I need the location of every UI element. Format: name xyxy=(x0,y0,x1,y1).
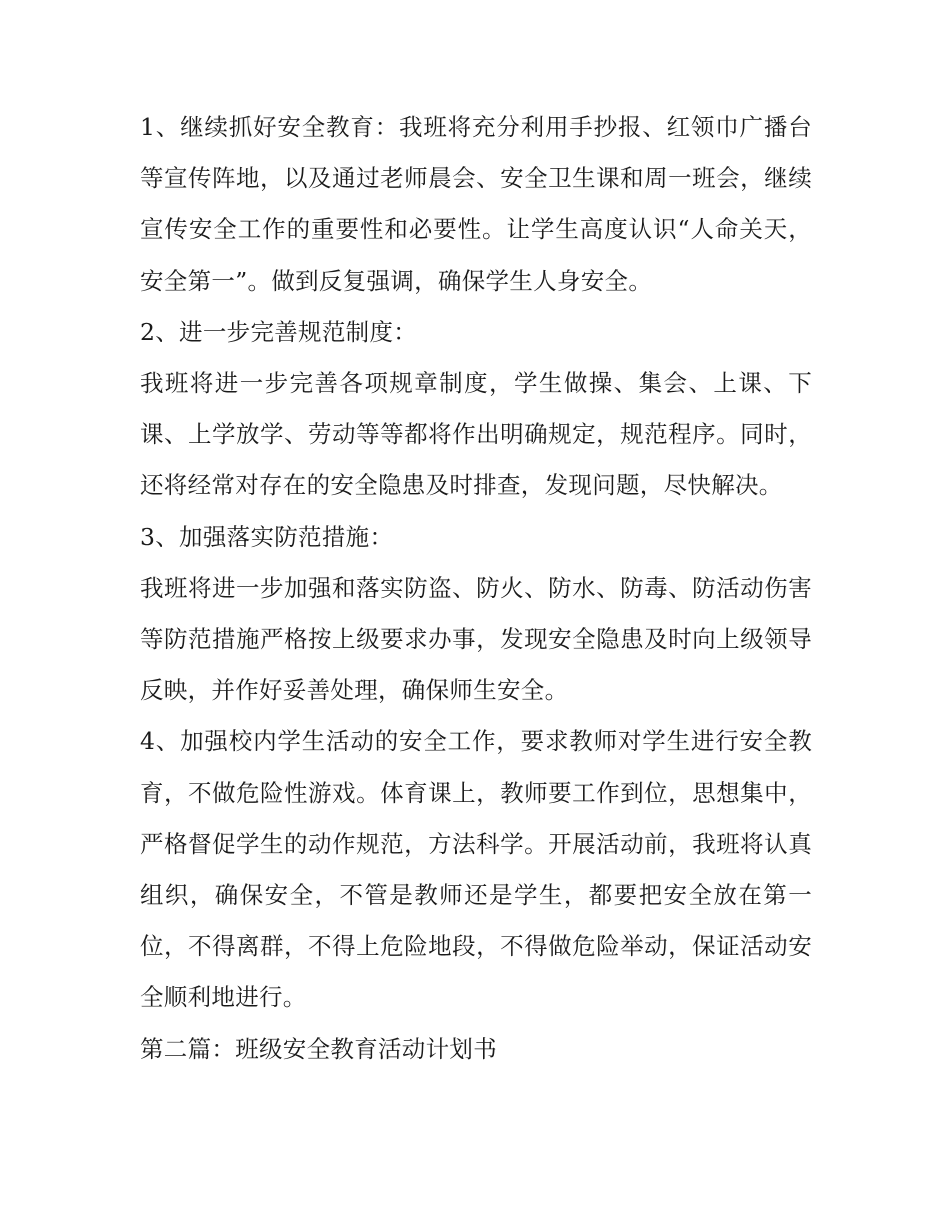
heading-improve-rules: 2、进一步完善规范制度： xyxy=(140,317,418,346)
document-page xyxy=(140,102,812,1075)
paragraph-improve-rules: 我班将进一步完善各项规章制度，学生做操、集会、上课、下课、上学放学、劳动等等都将作出明确规定，规范程序。同时，还将经常对存在的安全隐患及时排查，发现问题，尽快解决。 xyxy=(140,369,812,500)
paragraph-safety-education: 1、继续抓好安全教育：我班将充分利用手抄报、红领巾广播台等宣传阵地，以及通过老师晨会、安全卫生课和周一班会，继续宣传安全工作的重要性和必要性。让学生高度认识“人命关天，安全第一”。做到反复强调，确保学生人身安全。 xyxy=(140,113,812,295)
heading-prevention-measures: 3、加强落实防范措施： xyxy=(140,522,394,551)
section-title-second-part: 第二篇：班级安全教育活动计划书 xyxy=(140,1034,497,1063)
paragraph-prevention-measures: 我班将进一步加强和落实防盗、防火、防水、防毒、防活动伤害等防范措施严格按上级要求办事，发现安全隐患及时向上级领导反映，并作好妥善处理，确保师生安全。 xyxy=(140,573,812,705)
paragraph-activity-safety: 4、加强校内学生活动的安全工作，要求教师对学生进行安全教育，不做危险性游戏。体育课上，教师要工作到位，思想集中，严格督促学生的动作规范，方法科学。开展活动前，我班将认真组织，确保安全，不管是教师还是学生，都要把安全放在第一位，不得离群，不得上危险地段，不得做危险举动，保证活动安全顺利地进行。 xyxy=(140,727,812,1012)
